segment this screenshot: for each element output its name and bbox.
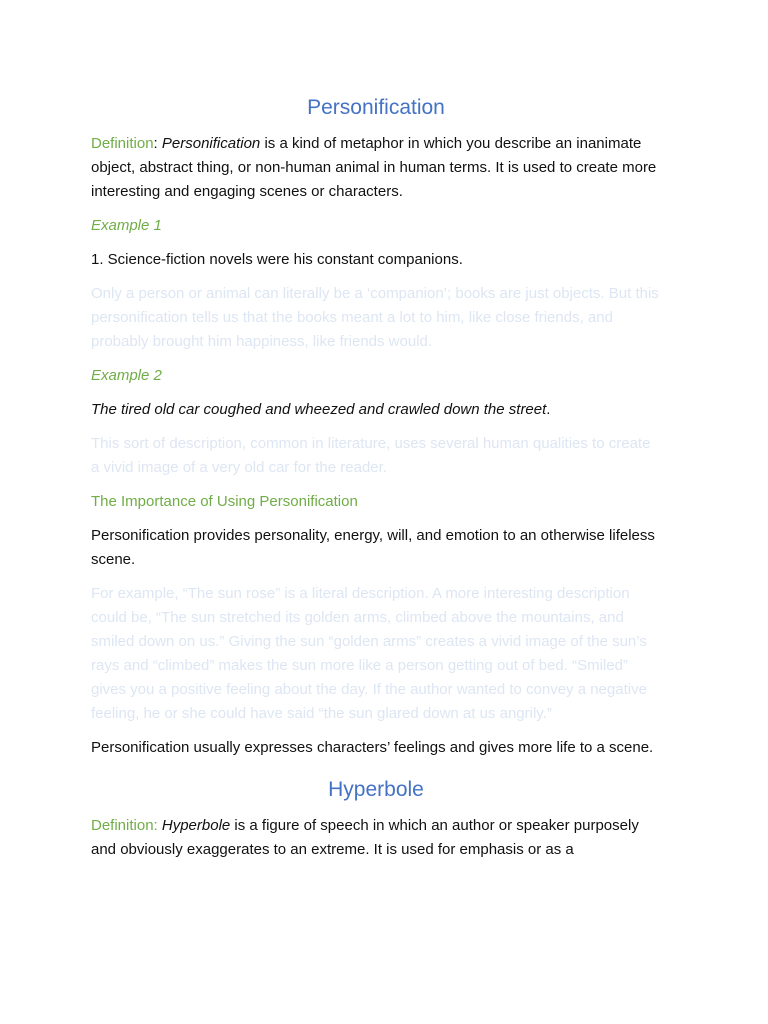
example-2-sentence-text: The tired old car coughed and wheezed and crawled down the street [91,401,547,418]
personification-title: Personification [307,96,445,119]
example-1-explanation: Only a person or animal can literally be a ‘companion’; books are just objects. But this personification tells us that the books meant a lot to him, like close friends, and probably brought him happiness, like friends would. [91,285,659,350]
hyperbole-title: Hyperbole [328,778,424,801]
example-1-sentence: 1. Science-fiction novels were his constant companions. [91,251,463,268]
hyperbole-definition-term: Hyperbole [161,817,231,834]
importance-example: For example, “The sun rose” is a literal description. A more interesting description could be, “The sun stretched its golden arms, climbed above the mountains, and smiled down on us.” Giving the sun “golden arms” creates a vivid image of the sun’s rays and “climbed” makes the sun more like a person getting out of bed. “Smiled” gives you a positive feeling about the day. If the author wanted to convey a negative feeling, he or she could have said “the sun glared down at us angrily.” [91,585,647,722]
hyperbole-definition-text: is a figure of speech in which an author or speaker purposely and obviously exaggerates to an extreme. It is used for emphasis or as a [91,817,639,858]
personification-summary: Personification usually expresses characters’ feelings and gives more life to a scene. [91,739,654,756]
example-2-sentence [91,398,661,422]
example-2-explanation: This sort of description, common in literature, uses several human qualities to create a vivid image of a very old car for the reader. [91,435,651,476]
personification-definition [91,132,661,204]
example-1-label: Example 1 [91,217,162,234]
definition-label: Definition [91,135,154,152]
definition-colon: : [153,135,158,152]
document-content [91,96,661,872]
hyperbole-definition-label: Definition: [91,817,158,834]
importance-heading: The Importance of Using Personification [91,493,358,510]
definition-term: Personification [161,135,261,152]
example-2-period: . [546,401,551,418]
definition-text: is a kind of metaphor in which you describe an inanimate object, abstract thing, or non-human animal in human terms. It is used to create more interesting and engaging scenes or characters. [91,135,657,200]
example-2-label: Example 2 [91,367,162,384]
importance-text: Personification provides personality, energy, will, and emotion to an otherwise lifeless scene. [91,527,655,568]
hyperbole-definition [91,814,661,862]
